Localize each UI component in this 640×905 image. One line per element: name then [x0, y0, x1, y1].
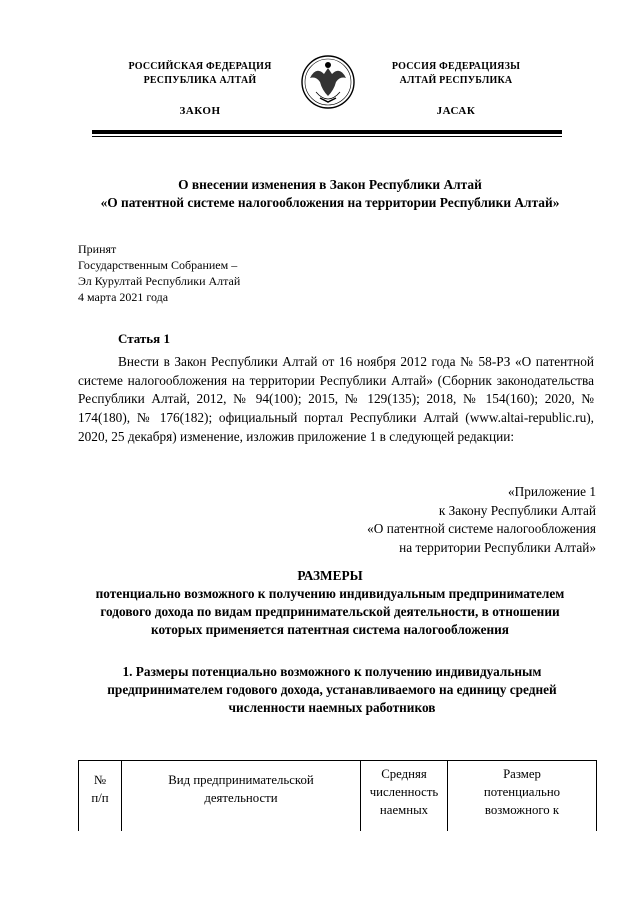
table-header-headcount-line2: численность: [369, 785, 439, 799]
header-left-doc-type: ЗАКОН: [179, 105, 221, 117]
sizes-subtitle: потенциально возможного к получению индивидуальным предпринимателем годового дохода по видам предпринимательской деятельности, в отношении которых применяется патентная система налогообложения: [95, 586, 565, 638]
appendix-line3: «О патентной системе налогообложения: [367, 521, 596, 537]
law-title-line1: О внесении изменения в Закон Республики Алтай: [178, 177, 482, 192]
adoption-line2: Государственным Собранием –: [78, 258, 238, 272]
appendix-line1: «Приложение 1: [508, 484, 596, 499]
header-right: [356, 60, 556, 118]
income-table: [78, 760, 597, 831]
table-header-activity-line1: Вид предпринимательской: [168, 773, 314, 787]
header-divider-thick: [92, 130, 562, 134]
adoption-line1: Принят: [78, 242, 117, 256]
header-left: [100, 60, 300, 118]
adoption-line3: Эл Курултай Республики Алтай: [78, 274, 241, 288]
table-header-income-line2: потенциально: [483, 785, 561, 799]
table-header-income: [448, 761, 597, 832]
table-header-activity-line2: деятельности: [204, 791, 278, 805]
appendix-reference: [367, 483, 596, 558]
header-right-line2: АЛТАЙ РЕСПУБЛИКА: [399, 75, 513, 86]
header-right-line1: РОССИЯ ФЕДЕРАЦИЯЗЫ: [391, 61, 521, 72]
article-heading: Статья 1: [118, 331, 170, 346]
adoption-block: [78, 241, 240, 305]
table-header-income-line3: возможного к: [484, 803, 560, 817]
appendix-line2: к Закону Республики Алтай: [438, 502, 596, 518]
appendix-line4: на территории Республики Алтай»: [399, 540, 596, 556]
article-body: Внести в Закон Республики Алтай от 16 ноября 2012 года № 58-РЗ «О патентной системе налогообложения на территории Республики Алтай» (Сборник законодательства Республики Алтай, 2012, № 94(100); 2015, № 129(135); 2018, № 154(160); 2020, № 174(180), № 176(182); официальный портал Республики Алтай (www.altai-republic.ru), 2020, 25 декабря) изменение, изложив приложение 1 в следующей редакции:: [78, 354, 594, 444]
table-header-number-line2: п/п: [91, 791, 109, 805]
law-title-line2: «О патентной системе налогообложения на территории Республики Алтай»: [100, 195, 560, 210]
table-header-headcount-line3: наемных: [379, 803, 429, 817]
header-left-line1: РОССИЙСКАЯ ФЕДЕРАЦИЯ: [128, 61, 272, 72]
table-header-income-line1: Размер: [503, 767, 541, 781]
table-header-activity: [122, 761, 361, 832]
law-title: [60, 176, 600, 212]
adoption-date: 4 марта 2021 года: [78, 290, 169, 304]
coat-of-arms-icon: [300, 54, 356, 110]
table-header-number: [79, 761, 122, 832]
header-right-doc-type: JАСАК: [436, 105, 476, 117]
header-left-line2: РЕСПУБЛИКА АЛТАЙ: [143, 75, 257, 86]
sizes-heading: РАЗМЕРЫ: [297, 568, 363, 583]
table-header-headcount-line1: Средняя: [381, 767, 427, 781]
table-header-number-line1: №: [93, 773, 107, 787]
section-1-heading: 1. Размеры потенциально возможного к получению индивидуальным предпринимателем годового дохода, устанавливаемого на единицу средней численности наемных работников: [107, 664, 557, 716]
header-divider-thin: [92, 136, 562, 137]
table-header-headcount: [361, 761, 448, 832]
table-header-row: [79, 761, 597, 832]
